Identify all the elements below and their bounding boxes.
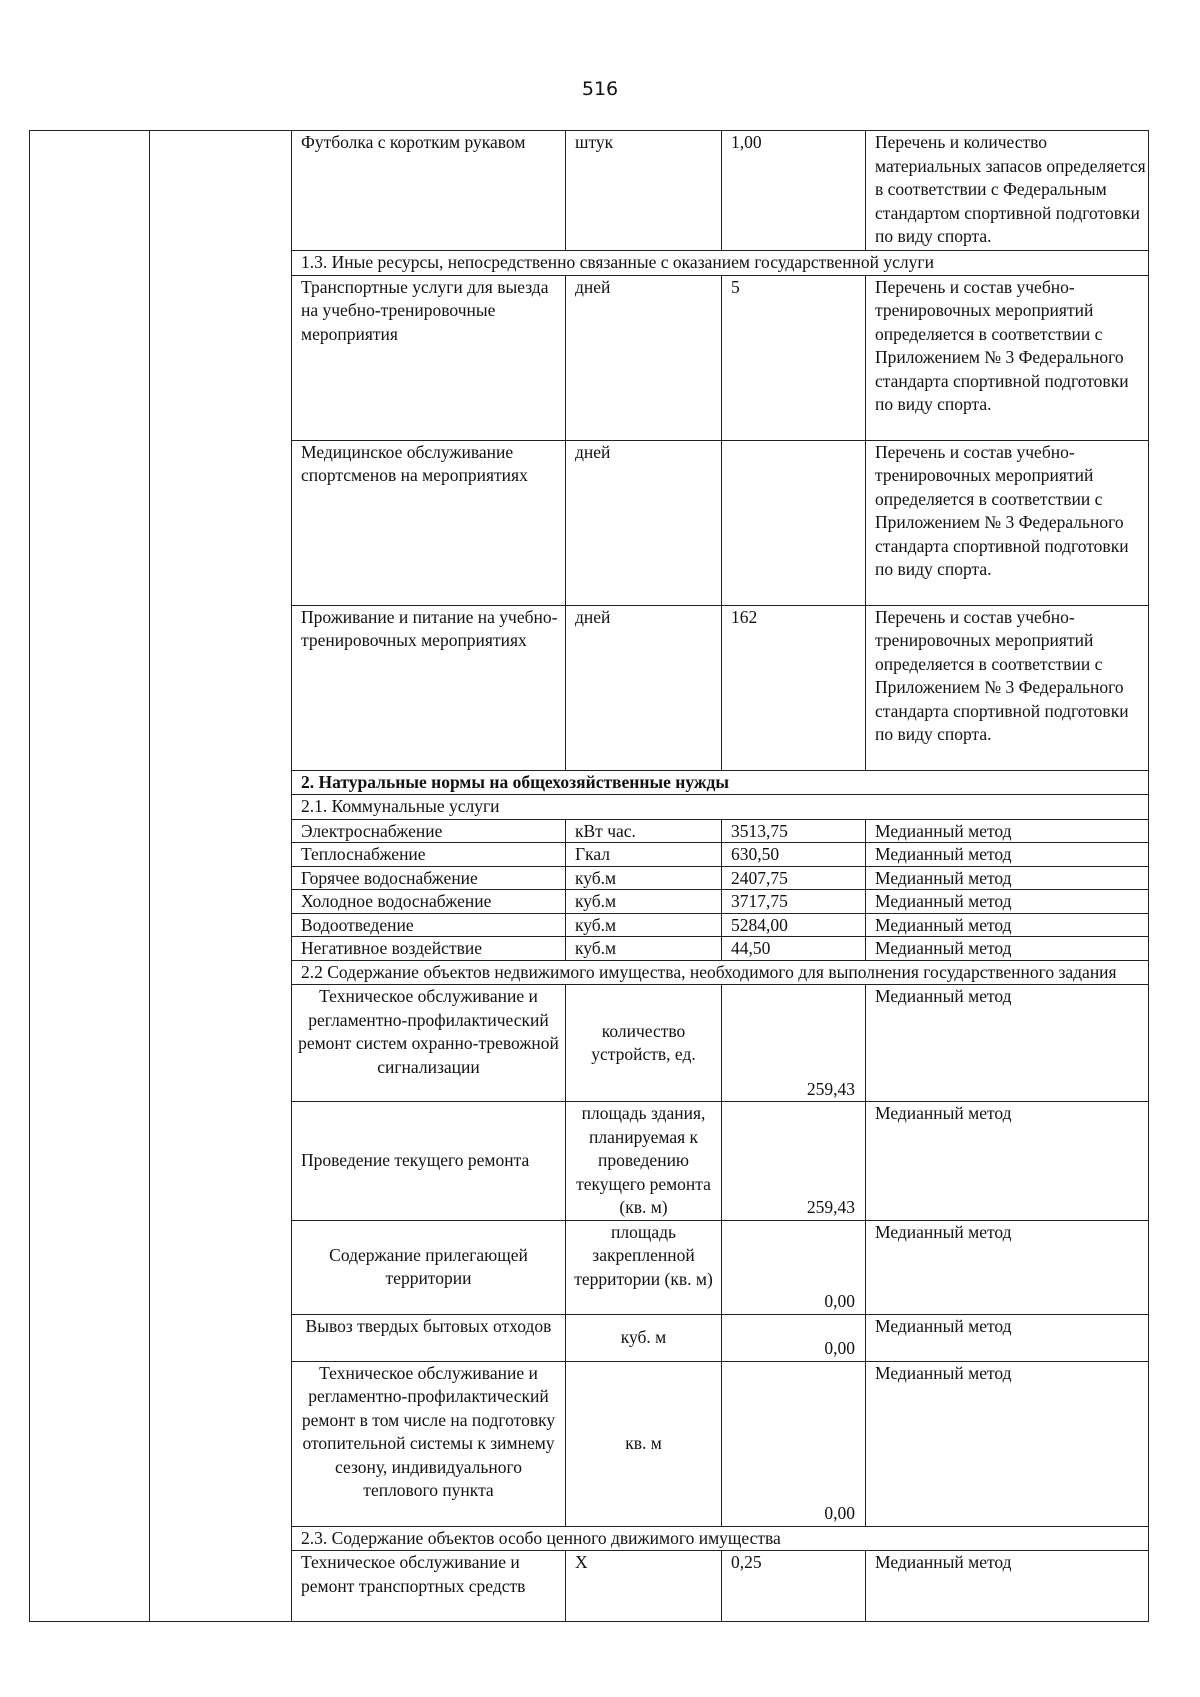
resource-note: Перечень и состав учебно-тренировочных мероприятий определяется в соответствии с Приложением № 3 Федерального стандарта спортивной подготовки по виду спорта.: [866, 605, 1149, 770]
resource-note: Медианный метод: [866, 890, 1149, 914]
resource-value: 259,43: [722, 1102, 866, 1221]
resource-name: Техническое обслуживание и регламентно-профилактический ремонт систем охранно-тревожной сигнализации: [292, 985, 566, 1102]
resource-value: 259,43: [722, 985, 866, 1102]
resource-note: Перечень и состав учебно-тренировочных мероприятий определяется в соответствии с Приложением № 3 Федерального стандарта спортивной подготовки по виду спорта.: [866, 275, 1149, 440]
resource-unit: куб.м: [566, 937, 722, 961]
resource-value: 0,00: [722, 1314, 866, 1361]
resource-note: Медианный метод: [866, 937, 1149, 961]
resource-name: Транспортные услуги для выезда на учебно-тренировочные мероприятия: [292, 275, 566, 440]
resource-unit: площадь здания, планируемая к проведению текущего ремонта (кв. м): [566, 1102, 722, 1221]
resource-name: Негативное воздействие: [292, 937, 566, 961]
resource-name: Горячее водоснабжение: [292, 866, 566, 890]
resource-value: 2407,75: [722, 866, 866, 890]
resource-unit: куб.м: [566, 890, 722, 914]
page-number: 516: [581, 78, 619, 100]
table-row: [30, 131, 1149, 251]
resource-value: 5: [722, 275, 866, 440]
section-2-2-header: 2.2 Содержание объектов недвижимого имущества, необходимого для выполнения государственного задания: [292, 960, 1149, 985]
resource-name: Вывоз твердых бытовых отходов: [292, 1314, 566, 1361]
resource-name: Холодное водоснабжение: [292, 890, 566, 914]
resource-unit: кв. м: [566, 1361, 722, 1526]
resource-unit: куб.м: [566, 866, 722, 890]
resource-note: Медианный метод: [866, 819, 1149, 843]
resource-note: Медианный метод: [866, 866, 1149, 890]
resource-name: Техническое обслуживание и регламентно-профилактический ремонт в том числе на подготовку отопительной системы к зимнему сезону, индивидуального теплового пункта: [292, 1361, 566, 1526]
blank-column-2: [150, 131, 292, 1622]
resource-note: Медианный метод: [866, 913, 1149, 937]
resource-note: Медианный метод: [866, 985, 1149, 1102]
resource-value: 1,00: [722, 131, 866, 251]
norms-table: [29, 130, 1149, 1622]
resource-note: Перечень и количество материальных запасов определяется в соответствии с Федеральным стандартом спортивной подготовки по виду спорта.: [866, 131, 1149, 251]
resource-unit: кВт час.: [566, 819, 722, 843]
resource-unit: штук: [566, 131, 722, 251]
resource-unit: куб. м: [566, 1314, 722, 1361]
resource-value: 0,25: [722, 1551, 866, 1622]
resource-value: 162: [722, 605, 866, 770]
resource-unit: Х: [566, 1551, 722, 1622]
resource-unit: дней: [566, 440, 722, 605]
resource-unit: дней: [566, 605, 722, 770]
resource-name: Теплоснабжение: [292, 843, 566, 867]
resource-name: Электроснабжение: [292, 819, 566, 843]
resource-value: 5284,00: [722, 913, 866, 937]
resource-note: Перечень и состав учебно-тренировочных мероприятий определяется в соответствии с Приложением № 3 Федерального стандарта спортивной подготовки по виду спорта.: [866, 440, 1149, 605]
resource-value: 3717,75: [722, 890, 866, 914]
resource-note: Медианный метод: [866, 1102, 1149, 1221]
resource-name: Содержание прилегающей территории: [292, 1220, 566, 1314]
section-1-3-header: 1.3. Иные ресурсы, непосредственно связанные с оказанием государственной услуги: [292, 251, 1149, 276]
resource-name: Медицинское обслуживание спортсменов на мероприятиях: [292, 440, 566, 605]
section-2-header: 2. Натуральные нормы на общехозяйственные нужды: [292, 770, 1149, 795]
resource-name: Водоотведение: [292, 913, 566, 937]
resource-value: 0,00: [722, 1361, 866, 1526]
resource-value: [722, 440, 866, 605]
resource-name: Проживание и питание на учебно-тренировочных мероприятиях: [292, 605, 566, 770]
resource-note: Медианный метод: [866, 1361, 1149, 1526]
resource-note: Медианный метод: [866, 1220, 1149, 1314]
resource-unit: количество устройств, ед.: [566, 985, 722, 1102]
resource-unit: куб.м: [566, 913, 722, 937]
resource-name: Проведение текущего ремонта: [292, 1102, 566, 1221]
blank-column-1: [30, 131, 150, 1622]
resource-name: Техническое обслуживание и ремонт транспортных средств: [292, 1551, 566, 1622]
resource-value: 3513,75: [722, 819, 866, 843]
resource-unit: площадь закрепленной территории (кв. м): [566, 1220, 722, 1314]
resource-value: 0,00: [722, 1220, 866, 1314]
resource-note: Медианный метод: [866, 1551, 1149, 1622]
resource-unit: дней: [566, 275, 722, 440]
resource-unit: Гкал: [566, 843, 722, 867]
resource-note: Медианный метод: [866, 843, 1149, 867]
section-2-3-header: 2.3. Содержание объектов особо ценного движимого имущества: [292, 1526, 1149, 1551]
resource-name: Футболка с коротким рукавом: [292, 131, 566, 251]
resource-note: Медианный метод: [866, 1314, 1149, 1361]
section-2-1-header: 2.1. Коммунальные услуги: [292, 795, 1149, 820]
resource-value: 630,50: [722, 843, 866, 867]
resource-value: 44,50: [722, 937, 866, 961]
